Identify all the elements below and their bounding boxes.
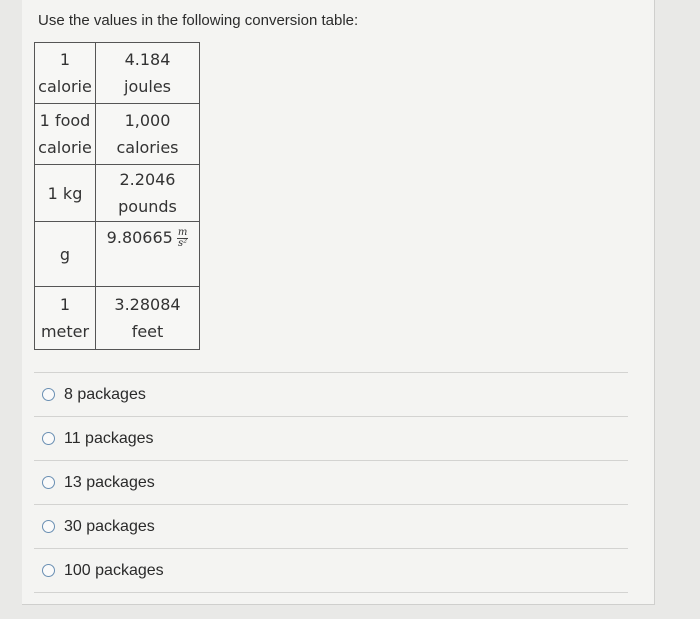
conversion-table	[34, 42, 200, 350]
option-label: 100 packages	[64, 561, 164, 579]
radio-button-icon[interactable]	[42, 476, 55, 489]
radio-button-icon[interactable]	[42, 520, 55, 533]
question-prompt: Use the values in the following conversion table:	[38, 12, 359, 29]
accel-value: 9.80665	[106, 228, 173, 247]
table-cell: 1 kg	[35, 165, 96, 222]
radio-button-icon[interactable]	[42, 388, 55, 401]
table-cell: 1 food calorie	[35, 104, 96, 165]
option-label: 8 packages	[64, 385, 146, 403]
table-row	[35, 104, 200, 165]
table-cell: 3.28084 feet	[96, 287, 200, 350]
table-cell: 2.2046 pounds	[96, 165, 200, 222]
option-label: 13 packages	[64, 473, 155, 491]
table-cell: 1 calorie	[35, 43, 96, 104]
option-label: 11 packages	[64, 429, 154, 447]
answer-options	[34, 372, 628, 593]
table-cell	[96, 222, 200, 287]
option-100-packages[interactable]	[34, 548, 628, 593]
radio-button-icon[interactable]	[42, 432, 55, 445]
radio-button-icon[interactable]	[42, 564, 55, 577]
table-row	[35, 43, 200, 104]
table-row	[35, 165, 200, 222]
table-cell: g	[35, 222, 96, 287]
table-row	[35, 287, 200, 350]
table-cell: 1 meter	[35, 287, 96, 350]
option-label: 30 packages	[64, 517, 155, 535]
table-row	[35, 222, 200, 287]
table-cell: 4.184 joules	[96, 43, 200, 104]
option-11-packages[interactable]	[34, 416, 628, 460]
option-13-packages[interactable]	[34, 460, 628, 504]
option-30-packages[interactable]	[34, 504, 628, 548]
table-cell: 1,000 calories	[96, 104, 200, 165]
unit-fraction: $\frac{m}{\text{s²}}$	[177, 227, 188, 249]
option-8-packages[interactable]	[34, 372, 628, 416]
question-panel	[22, 0, 655, 605]
